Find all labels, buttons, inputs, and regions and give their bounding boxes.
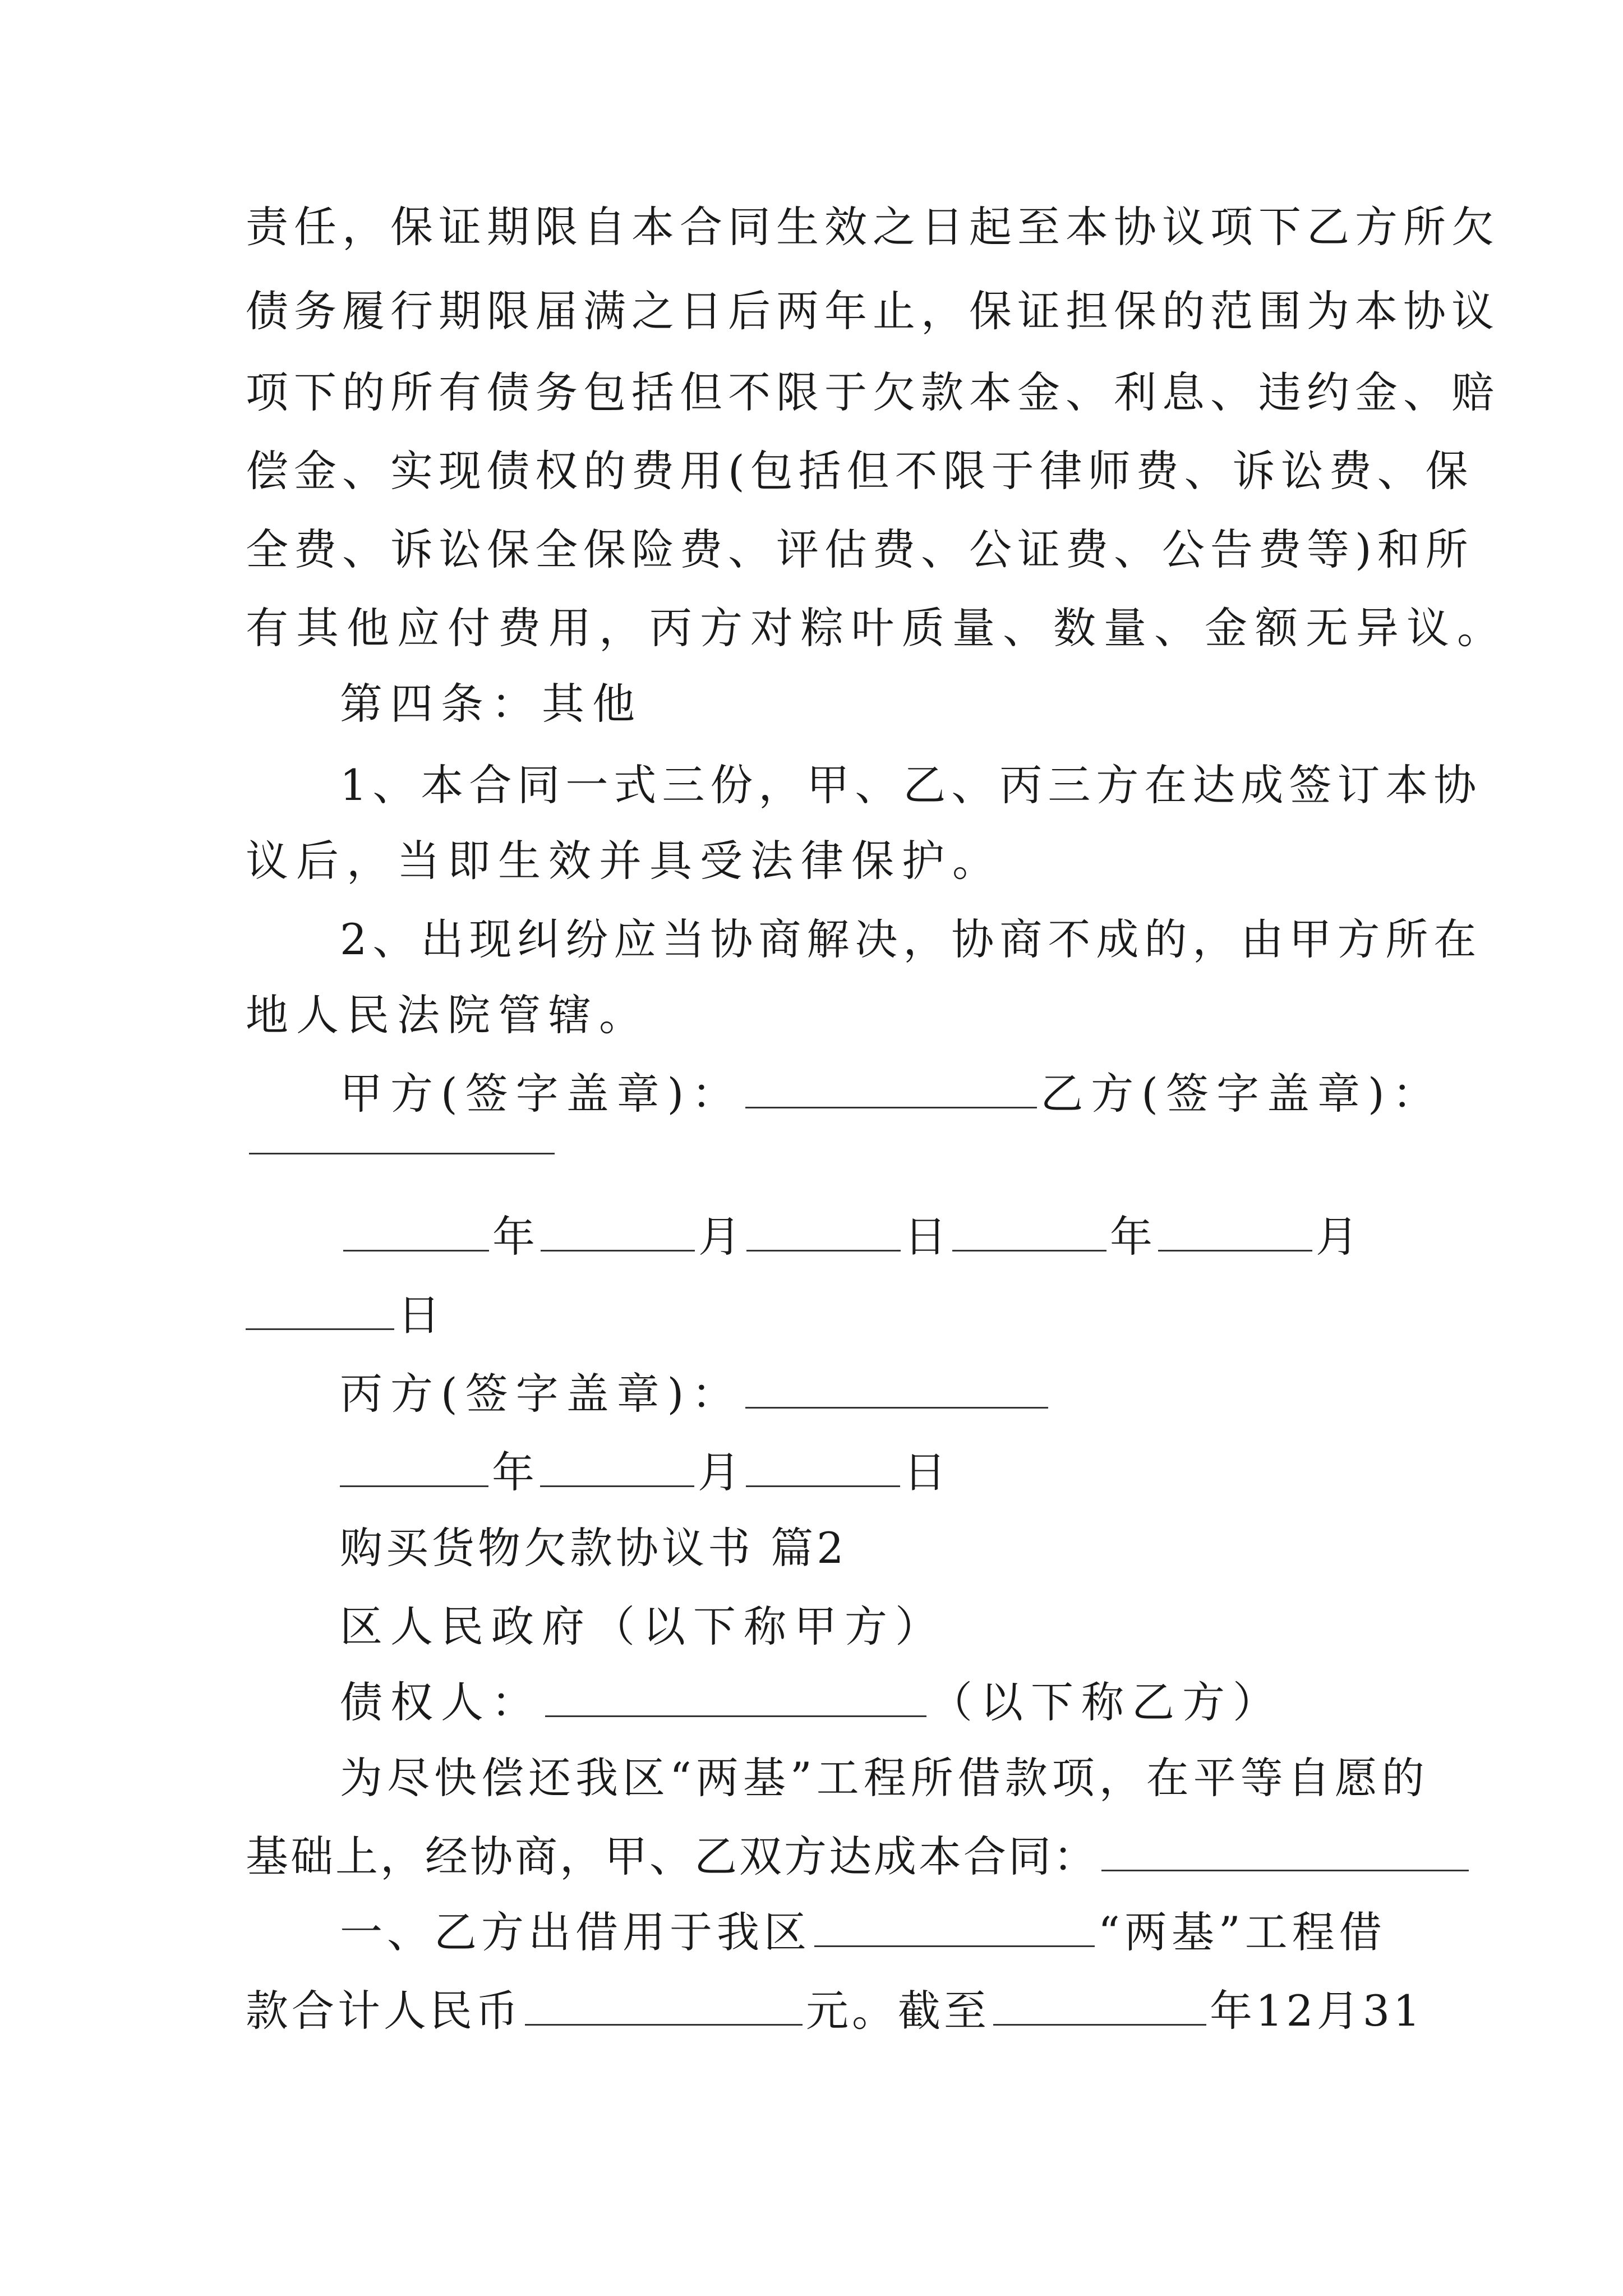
- paragraph-line: [340, 1902, 1386, 1963]
- date-month-label: 月: [1316, 1212, 1361, 1262]
- date-blank[interactable]: [746, 1211, 901, 1251]
- date-line: [246, 1285, 442, 1346]
- date-month-label: 月: [698, 1447, 743, 1497]
- paragraph-line: 为尽快偿还我区“两基”工程所借款项，在平等自愿的: [340, 1753, 1429, 1803]
- amount-blank[interactable]: [814, 1906, 1095, 1947]
- date-year-label: 年: [492, 1447, 537, 1497]
- signature-blank[interactable]: [249, 1114, 555, 1154]
- date-blank[interactable]: [340, 1446, 488, 1487]
- paragraph-line: 有其他应付费用，丙方对粽叶质量、数量、金额无异议。: [246, 603, 1507, 653]
- date-line: [340, 1442, 948, 1503]
- creditor-suffix: （以下称乙方）: [930, 1677, 1283, 1727]
- party-a-label: 甲方(签字盖章)：: [340, 1069, 743, 1119]
- amount-blank[interactable]: [525, 1985, 803, 2026]
- paragraph-text: 元。截至: [806, 1986, 990, 2036]
- party-b-label: 乙方(签字盖章)：: [1040, 1069, 1443, 1119]
- date-month-label: 月: [698, 1212, 743, 1262]
- paragraph-line: 2、出现纠纷应当协商解决，协商不成的，由甲方所在: [340, 914, 1482, 964]
- date-year-label: 年: [492, 1212, 537, 1262]
- creditor-label: 债权人：: [340, 1677, 542, 1727]
- date-blank[interactable]: [952, 1211, 1106, 1251]
- creditor-line: [340, 1672, 1283, 1733]
- paragraph-text: “两基”工程借: [1098, 1907, 1386, 1957]
- date-blank[interactable]: [746, 1446, 900, 1487]
- date-blank[interactable]: [541, 1211, 695, 1251]
- date-blank[interactable]: [343, 1211, 489, 1251]
- paragraph-text: 款合计人民币: [246, 1986, 522, 2036]
- date-day-label: 日: [398, 1290, 442, 1340]
- signature-blank[interactable]: [745, 1068, 1037, 1108]
- date-day-label: 日: [903, 1447, 948, 1497]
- paragraph-line: 区人民政府（以下称甲方）: [340, 1602, 946, 1651]
- creditor-blank[interactable]: [545, 1676, 926, 1717]
- date-blank[interactable]: [246, 1289, 394, 1330]
- section-heading: 第四条：其他: [340, 679, 643, 729]
- paragraph-line: 项下的所有债务包括但不限于欠款本金、利息、违约金、赔: [246, 367, 1500, 417]
- date-blank[interactable]: [540, 1446, 694, 1487]
- paragraph-text: 一、乙方出借用于我区: [340, 1907, 811, 1957]
- signature-blank[interactable]: [745, 1368, 1048, 1409]
- contract-blank[interactable]: [1101, 1830, 1469, 1871]
- paragraph-line: 全费、诉讼保全保险费、评估费、公证费、公告费等)和所: [246, 524, 1474, 574]
- date-year-label: 年: [1110, 1212, 1155, 1262]
- party-c-label: 丙方(签字盖章)：: [340, 1369, 743, 1419]
- paragraph-line: 债务履行期限届满之日后两年止，保证担保的范围为本协议: [246, 286, 1500, 336]
- paragraph-line: 1、本合同一式三份，甲、乙、丙三方在达成签订本协: [340, 760, 1482, 810]
- paragraph-text: 年12月31: [1210, 1986, 1424, 2036]
- paragraph-text: 基础上，经协商，甲、乙双方达成本合同：: [246, 1832, 1098, 1881]
- paragraph-line: 责任，保证期限自本合同生效之日起至本协议项下乙方所欠: [246, 202, 1500, 252]
- paragraph-line: [246, 1980, 1423, 2042]
- section-title: 购买货物欠款协议书 篇2: [340, 1523, 847, 1573]
- date-line: [340, 1206, 1361, 1268]
- paragraph-line: 议后，当即生效并具受法律保护。: [246, 836, 1003, 886]
- paragraph-line: 偿金、实现债权的费用(包括但不限于律师费、诉讼费、保: [246, 446, 1474, 496]
- paragraph-line: 地人民法院管辖。: [246, 990, 649, 1040]
- signature-line-party-c: [340, 1363, 1052, 1425]
- year-blank[interactable]: [993, 1985, 1206, 2026]
- date-day-label: 日: [904, 1212, 949, 1262]
- paragraph-line: [246, 1826, 1472, 1888]
- date-blank[interactable]: [1158, 1211, 1312, 1251]
